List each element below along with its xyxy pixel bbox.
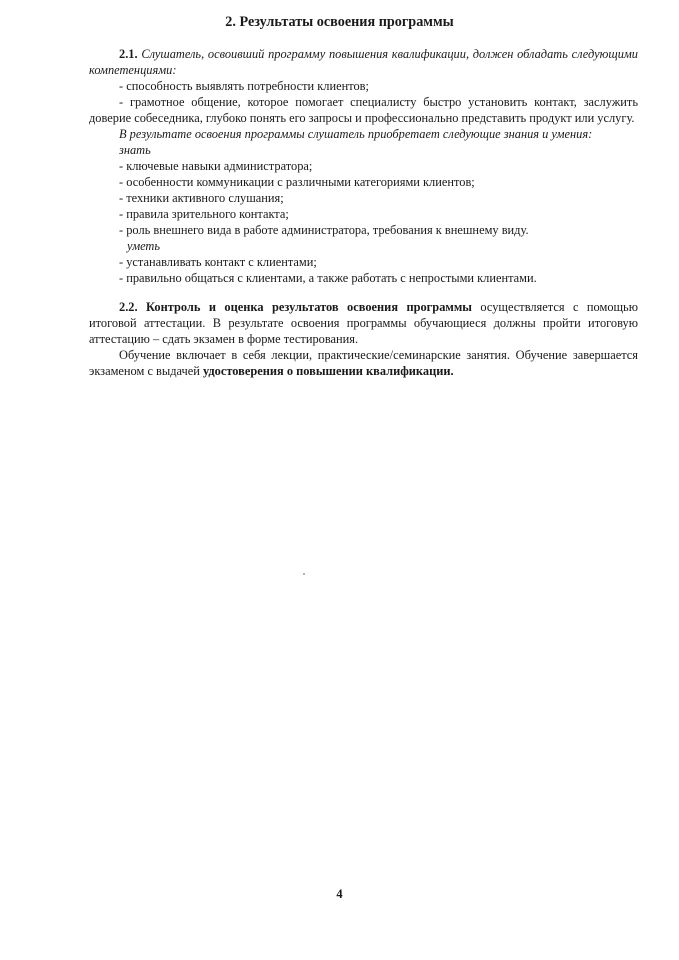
certificate-text: удостоверения о повышении квалификации. [202, 364, 454, 378]
list-item: - роль внешнего вида в работе администратора, требования к внешнему виду. [119, 223, 529, 237]
training-text: Обучение включает в себя лекции, практические/семинарские занятия. Обучение завершается экзаменом с выдачей [89, 348, 638, 378]
list-item: - особенности коммуникации с различными категориями клиентов; [119, 175, 475, 189]
know-list [89, 158, 638, 238]
training-paragraph [89, 347, 638, 379]
competencies-intro [89, 46, 638, 78]
competencies-list [89, 78, 638, 126]
document-body [89, 46, 638, 379]
assessment-lead: Контроль и оценка результатов освоения программы [146, 300, 472, 314]
scan-speck [303, 573, 305, 575]
page-title: 2. Результаты освоения программы [225, 14, 454, 30]
assessment-text: осуществляется с помощью итоговой аттестации. В результате освоения программы обучающиеся должны пройти итоговую аттестацию – сдать экзамен в форме тестирования. [89, 300, 638, 346]
can-list [89, 254, 638, 286]
assessment-paragraph [89, 299, 638, 347]
list-item-text: - грамотное общение, которое помогает специалисту быстро установить контакт, заслужить доверие собеседника, глубоко понять его запросы и профессионально представить продукт или услугу. [89, 95, 638, 125]
list-item: - устанавливать контакт с клиентами; [119, 255, 317, 269]
list-item: - способность выявлять потребности клиентов; [119, 79, 369, 93]
page-number: 4 [336, 887, 343, 901]
list-item: - правильно общаться с клиентами, а также работать с непростыми клиентами. [119, 271, 537, 285]
section-number-2-1: 2.1. [119, 47, 138, 61]
section-number-2-2: 2.2. [119, 300, 138, 314]
competencies-intro-text: Слушатель, освоивший программу повышения квалификации, должен обладать следующими компетенциями: [89, 47, 638, 77]
knowledge-intro: В результате освоения программы слушатель приобретает следующие знания и умения: [119, 127, 593, 141]
know-label: знать [119, 143, 151, 157]
list-item: - ключевые навыки администратора; [119, 159, 313, 173]
list-item: - техники активного слушания; [119, 191, 284, 205]
list-item [89, 94, 638, 126]
list-item: - правила зрительного контакта; [119, 207, 289, 221]
can-label: уметь [127, 239, 161, 253]
